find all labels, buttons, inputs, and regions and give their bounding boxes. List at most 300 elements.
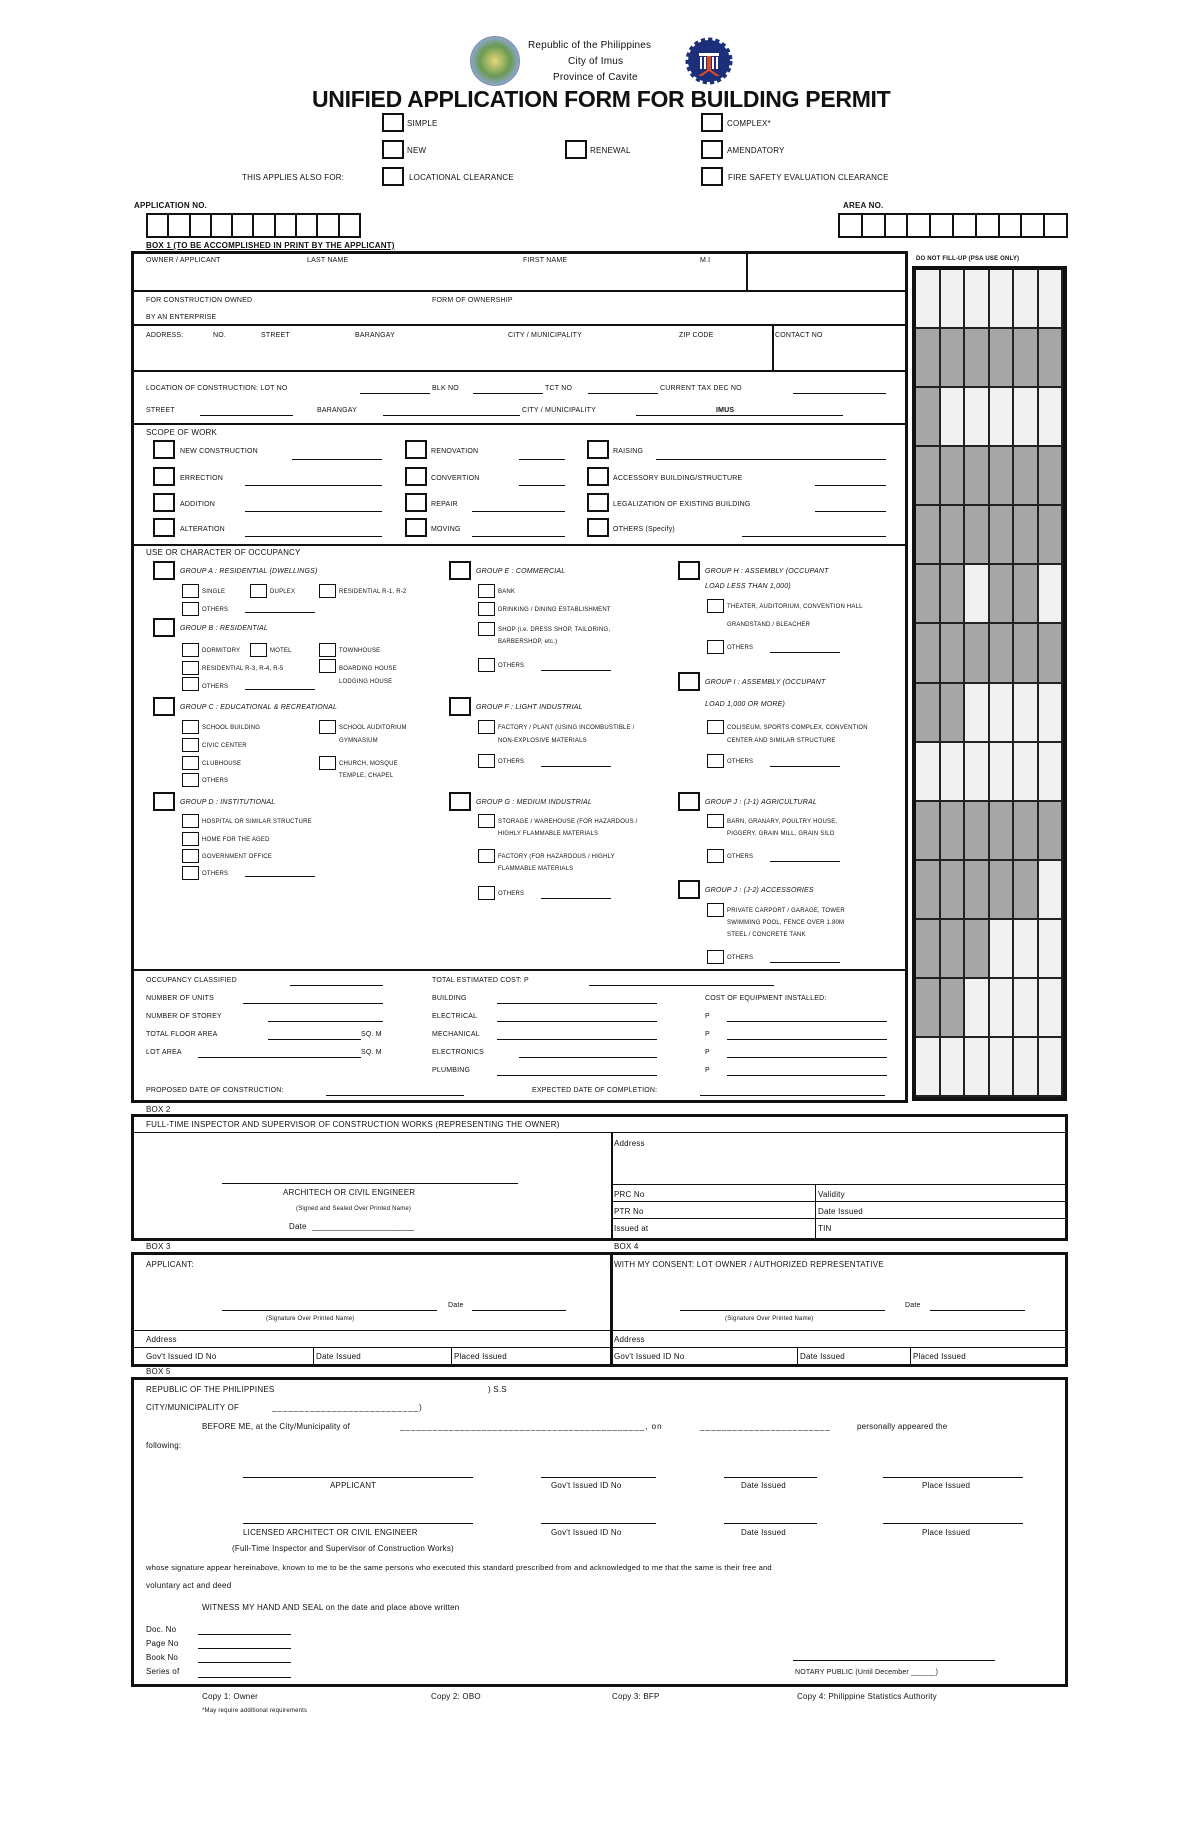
group-h-others-checkbox[interactable] — [707, 640, 724, 654]
applicant-place-issued-label: Placed Issued — [454, 1352, 507, 1361]
occupancy-classified-input[interactable] — [290, 985, 383, 986]
complex-label: COMPLEX* — [727, 119, 771, 128]
group-j1-checkbox[interactable] — [678, 792, 700, 811]
applicant-date-input[interactable] — [472, 1310, 566, 1311]
home-aged-label: HOME FOR THE AGED — [202, 837, 270, 843]
townhouse-checkbox[interactable] — [319, 643, 336, 657]
owner-date-input[interactable] — [930, 1310, 1025, 1311]
simple-checkbox[interactable] — [382, 113, 404, 132]
psa-cell — [916, 802, 941, 861]
owner-date-issued-label: Date Issued — [800, 1352, 845, 1361]
factory-f-label: FACTORY / PLANT (USING INCOMBUSTIBLE / — [498, 725, 635, 731]
complex-checkbox[interactable] — [701, 113, 723, 132]
moving-input[interactable] — [472, 536, 565, 537]
group-g-others-input[interactable] — [541, 898, 611, 899]
notary-architect-id-line[interactable] — [541, 1523, 656, 1524]
address-city-label: CITY / MUNICIPALITY — [508, 332, 582, 339]
psa-cell — [1039, 920, 1064, 979]
contact-no-input[interactable] — [776, 345, 901, 365]
city-of-label: CITY/MUNICIPALITY OF — [146, 1403, 240, 1412]
notary-architect-date-line[interactable] — [724, 1523, 817, 1524]
total-floor-area-input[interactable] — [268, 1039, 361, 1040]
barn-label-2: PIGGERY, GRAIN MILL, GRAIN SILO — [727, 831, 835, 837]
duplex-checkbox[interactable] — [250, 584, 267, 598]
errection-input[interactable] — [245, 485, 382, 486]
equipment-plumbing-input[interactable] — [727, 1075, 887, 1076]
psa-cell — [990, 861, 1015, 920]
group-i-others-input[interactable] — [770, 766, 840, 767]
psa-cell — [941, 565, 966, 624]
divider — [611, 1218, 1066, 1219]
psa-cell — [1014, 684, 1039, 743]
group-d-others-checkbox[interactable] — [182, 866, 199, 880]
alteration-checkbox[interactable] — [153, 518, 175, 537]
carport-checkbox[interactable] — [707, 903, 724, 917]
group-e-others-label: OTHERS — [498, 663, 525, 669]
dining-checkbox[interactable] — [478, 602, 495, 616]
psa-cell — [916, 743, 941, 802]
shop-checkbox[interactable] — [478, 622, 495, 636]
psa-cell — [1039, 506, 1064, 565]
group-b-others-label: OTHERS — [202, 684, 229, 690]
boarding-house-checkbox[interactable] — [319, 659, 336, 673]
renewal-label: RENEWAL — [590, 146, 631, 155]
box3-label: BOX 3 — [146, 1242, 171, 1251]
by-enterprise-label: BY AN ENTERPRISE — [146, 314, 217, 321]
amendatory-checkbox[interactable] — [701, 140, 723, 159]
psa-cell — [1039, 979, 1064, 1038]
legalization-input[interactable] — [815, 511, 886, 512]
tct-no-input[interactable] — [588, 393, 658, 394]
application-no-field[interactable] — [146, 213, 361, 238]
group-c-others-checkbox[interactable] — [182, 773, 199, 787]
psa-cell — [965, 388, 990, 447]
tax-dec-no-label: CURRENT TAX DEC NO — [660, 385, 742, 392]
church-checkbox[interactable] — [319, 756, 336, 770]
group-i-checkbox[interactable] — [678, 672, 700, 691]
number-of-storey-label: NUMBER OF STOREY — [146, 1013, 222, 1020]
floor-area-unit: SQ. M — [361, 1031, 382, 1038]
psa-cell — [1039, 684, 1064, 743]
barn-checkbox[interactable] — [707, 814, 724, 828]
group-e-others-checkbox[interactable] — [478, 658, 495, 672]
shop-label: SHOP (i.e. DRESS SHOP, TAILORING, — [498, 627, 611, 633]
legalization-checkbox[interactable] — [587, 493, 609, 512]
group-d-others-label: OTHERS — [202, 871, 229, 877]
group-j1-others-input[interactable] — [770, 861, 840, 862]
electronics-cost-input[interactable] — [519, 1057, 657, 1058]
barn-label: BARN, GRANARY, POULTRY HOUSE, — [727, 819, 838, 825]
psa-cell — [965, 684, 990, 743]
group-a-checkbox[interactable] — [153, 561, 175, 580]
theater-checkbox[interactable] — [707, 599, 724, 613]
repair-checkbox[interactable] — [405, 493, 427, 512]
blk-no-input[interactable] — [473, 393, 543, 394]
signed-sealed-label: (Signed and Sealed Over Printed Name) — [296, 1206, 412, 1212]
group-j1-label: GROUP J : (J-1) AGRICULTURAL — [705, 799, 817, 806]
divider — [746, 251, 748, 291]
box2-address-label: Address — [614, 1139, 645, 1148]
psa-cell — [941, 920, 966, 979]
convertion-checkbox[interactable] — [405, 467, 427, 486]
doc-no-input[interactable] — [198, 1634, 291, 1635]
box2-label: BOX 2 — [146, 1105, 171, 1114]
notary-architect-date-label: Date Issued — [741, 1528, 786, 1537]
consent-label: WITH MY CONSENT: LOT OWNER / AUTHORIZED REPRESENTATIVE — [614, 1260, 884, 1269]
school-auditorium-checkbox[interactable] — [319, 720, 336, 734]
psa-cell — [941, 270, 966, 329]
hospital-checkbox[interactable] — [182, 814, 199, 828]
psa-cell — [1014, 1038, 1039, 1097]
locational-clearance-label: LOCATIONAL CLEARANCE — [409, 173, 514, 182]
group-g-label: GROUP G : MEDIUM INDUSTRIAL — [476, 799, 592, 806]
temple-label: TEMPLE, CHAPEL — [339, 773, 394, 779]
psa-cell — [965, 329, 990, 388]
group-b-others-checkbox[interactable] — [182, 677, 199, 691]
group-h-checkbox[interactable] — [678, 561, 700, 580]
factory-g-label: FACTORY (FOR HAZARDOUS / HIGHLY — [498, 854, 615, 860]
group-a-label: GROUP A : RESIDENTIAL (DWELLINGS) — [180, 568, 318, 575]
mechanical-cost-input[interactable] — [497, 1039, 657, 1040]
psa-cell — [916, 270, 941, 329]
motel-checkbox[interactable] — [250, 643, 267, 657]
renovation-checkbox[interactable] — [405, 440, 427, 459]
group-h-label-2: LOAD LESS THAN 1,000) — [705, 583, 791, 590]
non-explosive-label: NON-EXPLOSIVE MATERIALS — [498, 738, 587, 744]
proposed-date-input[interactable] — [326, 1095, 464, 1096]
psa-cell — [965, 624, 990, 683]
group-a-others-label: OTHERS — [202, 607, 229, 613]
group-a-others-checkbox[interactable] — [182, 602, 199, 616]
notary-applicant-id-line[interactable] — [541, 1477, 656, 1478]
psa-grid — [912, 266, 1067, 1101]
tin-label: TIN — [818, 1224, 832, 1233]
date-on-input[interactable]: ________________________ — [700, 1422, 831, 1431]
lot-area-input[interactable] — [198, 1057, 361, 1058]
group-d-checkbox[interactable] — [153, 792, 175, 811]
moving-checkbox[interactable] — [405, 518, 427, 537]
psa-cell — [990, 329, 1015, 388]
peso-sign: P — [705, 1031, 710, 1038]
bank-label: BANK — [498, 589, 516, 595]
plumbing-cost-input[interactable] — [497, 1075, 657, 1076]
blk-no-label: BLK NO — [432, 385, 459, 392]
single-checkbox[interactable] — [182, 584, 199, 598]
school-auditorium-label: SCHOOL AUDITORIUM — [339, 725, 407, 731]
copy-obo: Copy 2: OBO — [431, 1692, 481, 1701]
government-office-label: GOVERNMENT OFFICE — [202, 854, 272, 860]
storage-label-2: HIGHLY FLAMMABLE MATERIALS — [498, 831, 599, 837]
equipment-mechanical-input[interactable] — [727, 1039, 887, 1040]
group-c-checkbox[interactable] — [153, 697, 175, 716]
total-estimated-cost-input[interactable] — [589, 985, 774, 986]
following-label: following: — [146, 1441, 182, 1450]
single-label: SINGLE — [202, 589, 226, 595]
divider — [910, 1347, 911, 1365]
group-j1-others-checkbox[interactable] — [707, 849, 724, 863]
divider — [451, 1347, 452, 1365]
group-j2-others-label: OTHERS — [727, 955, 754, 961]
clubhouse-label: CLUBHOUSE — [202, 761, 242, 767]
owner-gov-id-label: Gov't Issued ID No — [614, 1352, 685, 1361]
divider — [131, 1330, 1068, 1331]
new-construction-label: NEW CONSTRUCTION — [180, 448, 258, 455]
building-label: BUILDING — [432, 995, 467, 1002]
notary-applicant-place-line[interactable] — [883, 1477, 1023, 1478]
notary-architect-id-label: Gov't Issued ID No — [551, 1528, 622, 1537]
psa-cell — [965, 270, 990, 329]
group-f-others-input[interactable] — [541, 766, 611, 767]
psa-cell — [1014, 565, 1039, 624]
psa-cell — [1039, 270, 1064, 329]
page-no-input[interactable] — [198, 1648, 291, 1649]
tax-dec-no-input[interactable] — [793, 393, 886, 394]
owner-signature-line[interactable] — [680, 1310, 885, 1311]
number-of-storey-input[interactable] — [268, 1021, 383, 1022]
notary-architect-place-line[interactable] — [883, 1523, 1023, 1524]
coliseum-label-2: CENTER AND SIMILAR STRUCTURE — [727, 738, 836, 744]
electrical-cost-input[interactable] — [497, 1021, 657, 1022]
expected-date-label: EXPECTED DATE OF COMPLETION: — [532, 1087, 658, 1094]
psa-cell — [965, 743, 990, 802]
issued-at-label: Issued at — [614, 1224, 649, 1233]
coliseum-label: COLISEUM, SPORTS COMPLEX, CONVENTION — [727, 725, 868, 731]
box2-date-label: Date — [289, 1222, 307, 1231]
divider — [313, 1347, 314, 1365]
civic-center-checkbox[interactable] — [182, 738, 199, 752]
new-construction-checkbox[interactable] — [153, 440, 175, 459]
new-construction-input[interactable] — [292, 459, 382, 460]
group-h-others-input[interactable] — [770, 652, 840, 653]
repair-label: REPAIR — [431, 501, 458, 508]
new-checkbox[interactable] — [382, 140, 404, 159]
architect-signature-line[interactable] — [222, 1183, 518, 1184]
others-scope-checkbox[interactable] — [587, 518, 609, 537]
clubhouse-checkbox[interactable] — [182, 756, 199, 770]
psa-cell — [965, 1038, 990, 1097]
addition-input[interactable] — [245, 511, 382, 512]
group-g-checkbox[interactable] — [449, 792, 471, 811]
grandstand-label: GRANDSTAND / BLEACHER — [727, 622, 811, 628]
storage-label: STORAGE / WAREHOUSE (FOR HAZARDOUS / — [498, 819, 638, 825]
psa-cell — [1014, 270, 1039, 329]
series-of-input[interactable] — [198, 1677, 291, 1678]
psa-cell — [965, 802, 990, 861]
lot-no-input[interactable] — [360, 393, 430, 394]
equipment-electronics-input[interactable] — [727, 1057, 887, 1058]
group-i-others-checkbox[interactable] — [707, 754, 724, 768]
group-j2-checkbox[interactable] — [678, 880, 700, 899]
psa-cell — [1039, 743, 1064, 802]
book-no-input[interactable] — [198, 1662, 291, 1663]
group-d-others-input[interactable] — [245, 876, 315, 877]
applicant-signature-line[interactable] — [222, 1310, 437, 1311]
page-no-label: Page No — [146, 1639, 179, 1648]
province-text: Province of Cavite — [553, 72, 638, 83]
divider — [131, 969, 908, 971]
notary-applicant-id-label: Gov't Issued ID No — [551, 1481, 622, 1490]
psa-cell — [990, 979, 1015, 1038]
group-e-others-input[interactable] — [541, 670, 611, 671]
loc-barangay-label: BARANGAY — [317, 407, 357, 414]
before-me-label: BEFORE ME, at the City/Municipality of — [202, 1422, 351, 1431]
residential-r1-r2-checkbox[interactable] — [319, 584, 336, 598]
psa-cell — [941, 624, 966, 683]
errection-label: ERRECTION — [180, 475, 224, 482]
psa-cell — [1014, 506, 1039, 565]
group-a-others-input[interactable] — [245, 612, 315, 613]
address-barangay-label: BARANGAY — [355, 332, 395, 339]
psa-cell — [916, 979, 941, 1038]
group-j2-label: GROUP J : (J-2) ACCESSORIES — [705, 887, 814, 894]
expected-date-input[interactable] — [700, 1095, 885, 1096]
psa-cell — [916, 920, 941, 979]
equipment-electrical-input[interactable] — [727, 1021, 887, 1022]
fire-safety-checkbox[interactable] — [701, 167, 723, 186]
school-building-checkbox[interactable] — [182, 720, 199, 734]
dpwh-logo-icon — [684, 36, 734, 86]
factory-g-checkbox[interactable] — [478, 849, 495, 863]
address-input[interactable] — [140, 345, 765, 365]
psa-cell — [990, 920, 1015, 979]
psa-cell — [965, 447, 990, 506]
home-aged-checkbox[interactable] — [182, 832, 199, 846]
psa-cell — [990, 1038, 1015, 1097]
box2-address-input[interactable] — [614, 1150, 1064, 1180]
psa-cell — [1014, 861, 1039, 920]
divider — [797, 1347, 798, 1365]
additional-requirements-note: *May require additional requirements — [202, 1708, 308, 1714]
copy-bfp: Copy 3: BFP — [612, 1692, 660, 1701]
psa-cell — [941, 802, 966, 861]
psa-cell — [965, 861, 990, 920]
architect-label: ARCHITECH OR CIVIL ENGINEER — [283, 1188, 416, 1197]
accessory-building-label: ACCESSORY BUILDING/STRUCTURE — [613, 475, 743, 482]
psa-cell — [990, 743, 1015, 802]
psa-cell — [990, 565, 1015, 624]
addition-checkbox[interactable] — [153, 493, 175, 512]
factory-f-checkbox[interactable] — [478, 720, 495, 734]
number-of-units-input[interactable] — [243, 1003, 383, 1004]
mechanical-label: MECHANICAL — [432, 1031, 480, 1038]
notary-applicant-date-label: Date Issued — [741, 1481, 786, 1490]
city-of-input[interactable]: ___________________________) — [272, 1403, 423, 1412]
total-floor-area-label: TOTAL FLOOR AREA — [146, 1031, 218, 1038]
group-j2-others-input[interactable] — [770, 962, 840, 963]
others-scope-input[interactable] — [742, 536, 886, 537]
psa-cell — [916, 624, 941, 683]
occupancy-classified-label: OCCUPANCY CLASSIFIED — [146, 977, 237, 984]
box2-date-input[interactable]: ______________________ — [312, 1222, 415, 1231]
dormitory-checkbox[interactable] — [182, 643, 199, 657]
area-no-field[interactable] — [838, 213, 1068, 238]
applicant-address-label: Address — [146, 1335, 177, 1344]
others-scope-label: OTHERS (Specify) — [613, 526, 675, 533]
psa-cell — [1039, 624, 1064, 683]
divider — [131, 423, 908, 425]
psa-cell — [1039, 447, 1064, 506]
contact-no-label: CONTACT NO — [775, 332, 823, 339]
group-c-others-label: OTHERS — [202, 778, 229, 784]
psa-cell — [1014, 624, 1039, 683]
psa-cell — [990, 447, 1015, 506]
moving-label: MOVING — [431, 526, 461, 533]
applicant-signature-label: (Signature Over Printed Name) — [266, 1316, 355, 1322]
convertion-input[interactable] — [519, 485, 565, 486]
group-j2-others-checkbox[interactable] — [707, 950, 724, 964]
psa-cell — [1039, 565, 1064, 624]
electrical-label: ELECTRICAL — [432, 1013, 478, 1020]
number-of-units-label: NUMBER OF UNITS — [146, 995, 214, 1002]
group-f-checkbox[interactable] — [449, 697, 471, 716]
alteration-input[interactable] — [245, 536, 382, 537]
group-e-checkbox[interactable] — [449, 561, 471, 580]
applicant-label: APPLICANT: — [146, 1260, 194, 1269]
group-g-others-checkbox[interactable] — [478, 886, 495, 900]
group-b-checkbox[interactable] — [153, 618, 175, 637]
government-office-checkbox[interactable] — [182, 849, 199, 863]
psa-cell — [1039, 802, 1064, 861]
divider — [131, 290, 908, 292]
legalization-label: LEGALIZATION OF EXISTING BUILDING — [613, 501, 751, 508]
before-me-input[interactable]: _____________________________________________, on — [400, 1422, 663, 1431]
errection-checkbox[interactable] — [153, 467, 175, 486]
notary-public-signature-line[interactable] — [793, 1660, 995, 1661]
renovation-input[interactable] — [519, 459, 565, 460]
application-no-label: APPLICATION NO. — [134, 201, 208, 210]
raising-checkbox[interactable] — [587, 440, 609, 459]
psa-cell — [990, 684, 1015, 743]
psa-cell — [941, 506, 966, 565]
republic-text: Republic of the Philippines — [528, 40, 652, 51]
date-issued-label: Date Issued — [818, 1207, 863, 1216]
group-h-label: GROUP H : ASSEMBLY (OCCUPANT — [705, 568, 829, 575]
accessory-building-input[interactable] — [815, 485, 886, 486]
coliseum-checkbox[interactable] — [707, 720, 724, 734]
psa-cell — [1039, 861, 1064, 920]
notary-applicant-place-label: Place Issued — [922, 1481, 971, 1490]
locational-clearance-checkbox[interactable] — [382, 167, 404, 186]
residential-r3-r5-checkbox[interactable] — [182, 661, 199, 675]
notary-applicant-date-line[interactable] — [724, 1477, 817, 1478]
notary-architect-line[interactable] — [243, 1523, 473, 1524]
loc-barangay-input[interactable] — [383, 415, 520, 416]
psa-cell — [941, 743, 966, 802]
ss-label: ) S.S — [488, 1385, 507, 1394]
psa-cell — [990, 802, 1015, 861]
for-construction-owned-label: FOR CONSTRUCTION OWNED — [146, 297, 253, 304]
group-f-others-checkbox[interactable] — [478, 754, 495, 768]
raising-input[interactable] — [656, 459, 886, 460]
repair-input[interactable] — [472, 511, 565, 512]
building-cost-input[interactable] — [497, 1003, 657, 1004]
theater-label: THEATER, AUDITORIUM, CONVENTION HALL — [727, 604, 863, 610]
bank-checkbox[interactable] — [478, 584, 495, 598]
group-b-others-input[interactable] — [245, 689, 315, 690]
storage-checkbox[interactable] — [478, 814, 495, 828]
accessory-building-checkbox[interactable] — [587, 467, 609, 486]
psa-cell — [941, 447, 966, 506]
loc-street-input[interactable] — [200, 415, 293, 416]
notary-applicant-line[interactable] — [243, 1477, 473, 1478]
form-of-ownership-input[interactable] — [430, 308, 900, 323]
applicant-date-issued-label: Date Issued — [316, 1352, 361, 1361]
renewal-checkbox[interactable] — [565, 140, 587, 159]
loc-city-input[interactable] — [636, 415, 843, 416]
box4-label: BOX 4 — [614, 1242, 639, 1251]
location-lot-no-label: LOCATION OF CONSTRUCTION: LOT NO — [146, 385, 288, 392]
owner-name-input[interactable] — [140, 268, 740, 288]
